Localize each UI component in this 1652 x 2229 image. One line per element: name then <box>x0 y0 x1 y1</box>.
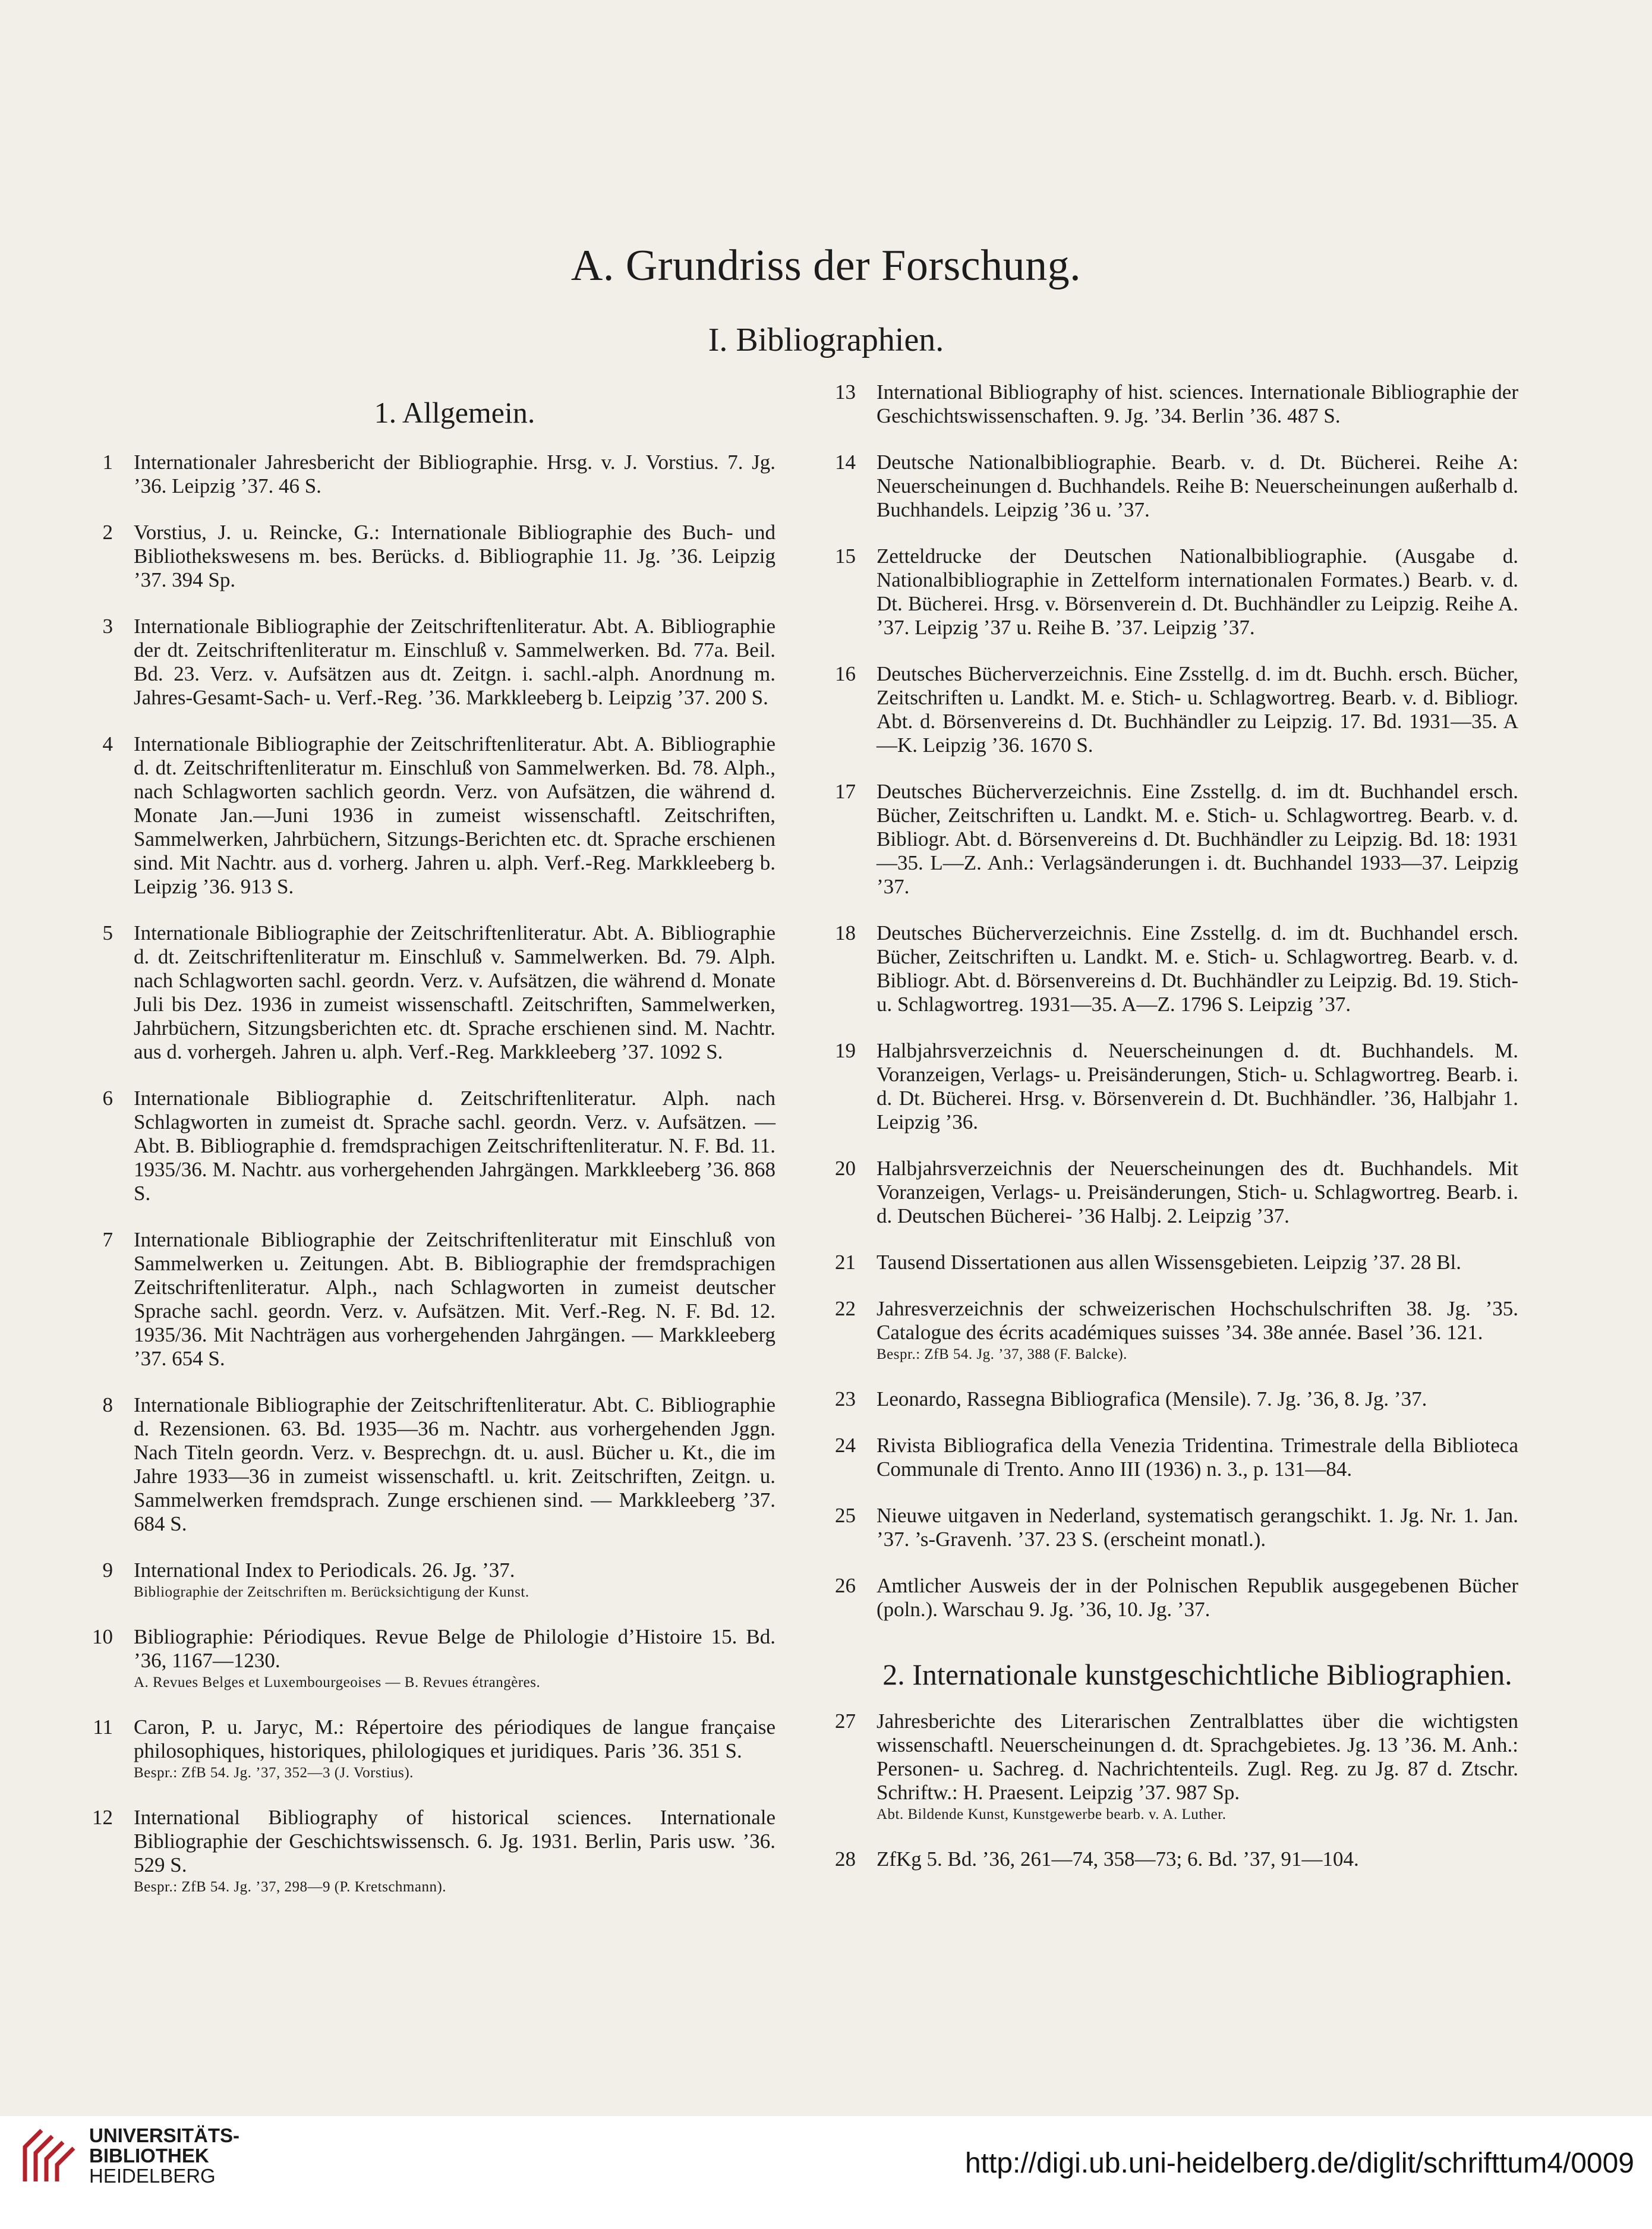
right-entries-list <box>835 380 1518 1622</box>
entry-text: Deutsche Nationalbibliographie. Bearb. v. d. Dt. Bücherei. Reihe A: Neuerscheinungen d. Buchhandels. Reihe B: Neuerscheinungen außerhalb d. Buchhandels. Leipzig ’36 u. ’37. <box>877 451 1518 521</box>
entry-number: 23 <box>835 1387 856 1411</box>
entry-note: Abt. Bildende Kunst, Kunstgewerbe bearb. v. A. Luther. <box>877 1806 1227 1822</box>
entry-number: 24 <box>835 1434 856 1457</box>
entry-text: Tausend Dissertationen aus allen Wissensgebieten. Leipzig ’37. 28 Bl. <box>877 1251 1462 1274</box>
bibliography-entry <box>835 380 1518 428</box>
bibliography-entry <box>102 615 775 710</box>
entry-text: Zetteldrucke der Deutschen Nationalbibliographie. (Ausgabe d. Nationalbibliographie in Zettelform internationalen Formates.) Bearb. v. d. Dt. Bücherei. Hrsg. v. Börsenverein d. Dt. Buchhändler zu Leipzig. Reihe A. ’37. Leipzig ’37 u. Reihe B. ’37. Leipzig ’37. <box>877 544 1518 639</box>
entry-text: Internationaler Jahresbericht der Bibliographie. Hrsg. v. J. Vorstius. 7. Jg. ’36. Leipzig ’37. 46 S. <box>134 451 775 498</box>
institution-name[interactable] <box>89 2126 239 2186</box>
entry-number: 27 <box>835 1709 856 1733</box>
entry-text: International Bibliography of historical sciences. Internationale Bibliographie der Geschichtswissensch. 6. Jg. 1931. Berlin, Paris usw. ’36. 529 S. <box>134 1806 775 1877</box>
entry-text: Nieuwe uitgaven in Nederland, systematisch gerangschikt. 1. Jg. Nr. 1. Jan. ’37. ’s-Gravenh. ’37. 23 S. (erscheint monatl.). <box>877 1504 1518 1551</box>
ub-heidelberg-logo-icon[interactable] <box>18 2123 83 2189</box>
entry-note: Bibliographie der Zeitschriften m. Berücksichtigung der Kunst. <box>134 1584 529 1600</box>
bibliography-entry <box>835 1387 1518 1411</box>
entry-number: 4 <box>102 732 113 755</box>
entry-text: International Index to Periodicals. 26. Jg. ’37. <box>134 1559 515 1582</box>
entry-number: 7 <box>102 1228 113 1251</box>
bibliography-entry <box>102 1228 775 1371</box>
bibliography-entry <box>102 451 775 498</box>
institution-line-3: HEIDELBERG <box>89 2165 216 2187</box>
entry-number: 3 <box>102 615 113 638</box>
bibliography-entry <box>835 1297 1518 1365</box>
entry-number: 9 <box>102 1559 113 1582</box>
entry-number: 5 <box>102 921 113 945</box>
bibliography-entry <box>835 1039 1518 1134</box>
entry-text: Deutsches Bücherverzeichnis. Eine Zsstellg. d. im dt. Buchhandel ersch. Bücher, Zeitschriften u. Landkt. M. e. Stich- u. Schlagwortreg. Bearb. v. d. Bibliogr. Abt. d. Börsenvereins d. Dt. Buchhändler zu Leipzig. Bd. 19. Stich- u. Schlagwortreg. 1931—35. A—Z. 1796 S. Leipzig ’37. <box>877 921 1518 1016</box>
bibliography-entry <box>835 1434 1518 1481</box>
bibliography-entry <box>102 1559 775 1603</box>
entry-number: 2 <box>102 521 113 544</box>
entry-number: 26 <box>835 1574 856 1597</box>
entry-number: 15 <box>835 544 856 568</box>
entry-text: ZfKg 5. Bd. ’36, 261—74, 358—73; 6. Bd. ’37, 91—104. <box>877 1847 1359 1871</box>
entry-text: Rivista Bibliografica della Venezia Tridentina. Trimestrale della Biblioteca Communale di Trento. Anno III (1936) n. 3., p. 131—84. <box>877 1434 1518 1481</box>
entry-number: 11 <box>93 1715 113 1739</box>
entry-text: Internationale Bibliographie der Zeitschriftenliteratur. Abt. A. Bibliographie d. dt. Zeitschriftenliteratur m. Einschluß v. Sammelwerken. Bd. 79. Alph. nach Schlagworten sachl. geordn. Verz. v. Aufsätzen, die während d. Monate Juli bis Dez. 1936 in zumeist wissenschaftl. Zeitschriften, Sammelwerken, Jahrbüchern, Sitzungsberichten etc. dt. Sprache erschienen sind. M. Nachtr. aus d. vorhergeh. Jahren u. alph. Verf.-Reg. Markkleeberg ’37. 1092 S. <box>134 921 775 1063</box>
entry-number: 16 <box>835 662 856 685</box>
entry-text: Deutsches Bücherverzeichnis. Eine Zsstellg. d. im dt. Buchhandel ersch. Bücher, Zeitschriften u. Landkt. M. e. Stich- u. Schlagwortreg. Bearb. v. d. Bibliogr. Abt. d. Börsenvereins d. Dt. Buchhändler zu Leipzig. Bd. 18: 1931—35. L—Z. Anh.: Verlagsänderungen i. dt. Buchhandel 1933—37. Leipzig ’37. <box>877 780 1518 898</box>
bibliography-entry <box>102 921 775 1064</box>
right-entries2-list <box>835 1709 1518 1871</box>
entry-text: Internationale Bibliographie der Zeitschriftenliteratur. Abt. A. Bibliographie d. dt. Zeitschriftenliteratur m. Einschluß von Sammelwerken. Bd. 78. Alph., nach Schlagworten sachlich geordn. Verz. von Aufsätzen, die während d. Monate Jan.—Juni 1936 in zumeist wissenschaftl. Zeitschriften, Sammelwerken, Jahrbüchern, Sitzungs-Berichten etc. dt. Sprache erschienen sind. Mit Nachtr. aus d. vorherg. Jahren u. alph. Verf.-Reg. Markkleeberg b. Leipzig ’36. 913 S. <box>134 732 775 898</box>
left-column <box>92 380 775 1920</box>
entry-text: Vorstius, J. u. Reincke, G.: Internationale Bibliographie des Buch- und Bibliothekswesens m. bes. Berücks. d. Bibliographie 11. Jg. ’36. Leipzig ’37. 394 Sp. <box>134 521 775 591</box>
entry-number: 19 <box>835 1039 856 1062</box>
institution-line-1: UNIVERSITÄTS- <box>89 2124 240 2146</box>
entry-number: 25 <box>835 1504 856 1527</box>
entry-note: A. Revues Belges et Luxembourgeoises — B. Revues étrangères. <box>134 1674 541 1690</box>
entry-number: 14 <box>835 451 856 474</box>
footer-url-link[interactable]: http://digi.ub.uni-heidelberg.de/diglit/schrifttum4/0009 <box>964 2148 1634 2179</box>
bibliography-entry <box>835 662 1518 757</box>
entry-text: Halbjahrsverzeichnis der Neuerscheinungen des dt. Buchhandels. Mit Voranzeigen, Verlags- u. Preisänderungen, Stich- u. Schlagwortreg. Bearb. i. d. Deutschen Bücherei- ’36 Halbj. 2. Leipzig ’37. <box>877 1157 1518 1227</box>
entry-number: 18 <box>835 921 856 945</box>
bibliography-entry <box>835 1157 1518 1228</box>
entry-number: 10 <box>92 1625 113 1648</box>
bibliography-entry <box>92 1806 775 1897</box>
bibliography-entry <box>835 544 1518 640</box>
entry-text: Internationale Bibliographie der Zeitschriftenliteratur. Abt. C. Bibliographie d. Rezensionen. 63. Bd. 1935—36 m. Nachtr. aus vorhergehenden Jggn. Nach Titeln geordn. Verz. v. Besprechgn. dt. u. ausl. Bücher u. Kt., die im Jahre 1933—36 in zumeist wissenschaftl. u. krit. Zeitschriften, Zeitgn. u. Sammelwerken fremdsprach. Zunge erschienen sind. — Markkleeberg ’37. 684 S. <box>134 1393 775 1535</box>
page-sub-title: I. Bibliographien. <box>708 322 944 358</box>
bibliography-entry <box>835 1504 1518 1551</box>
entry-number: 28 <box>835 1847 856 1871</box>
bibliography-entry <box>835 1847 1518 1871</box>
entry-text: Internationale Bibliographie der Zeitschriftenliteratur. Abt. A. Bibliographie der dt. Zeitschriftenliteratur m. Einschluß v. Sammelwerken. Bd. 77a. Beil. Bd. 23. Verz. v. Aufsätzen aus dt. Zeitgn. i. sachl.-alph. Anordnung m. Jahres-Gesamt-Sach- u. Verf.-Reg. ’36. Markkleeberg b. Leipzig ’37. 200 S. <box>134 615 775 709</box>
entry-text: Internationale Bibliographie der Zeitschriftenliteratur mit Einschluß von Sammelwerken u. Zeitungen. Abt. B. Bibliographie der fremdsprachigen Zeitschriftenliteratur. Alph., nach Schlagworten in zumeist deutscher Sprache sachl. geordn. Verz. v. Aufsätzen. Mit. Verf.-Reg. N. F. Bd. 12. 1935/36. Mit Nachträgen aus vorhergehenden Jahrgängen. — Markkleeberg ’37. 654 S. <box>134 1228 775 1370</box>
entry-text: International Bibliography of hist. sciences. Internationale Bibliographie der Geschichtswissenschaften. 9. Jg. ’34. Berlin ’36. 487 S. <box>877 380 1518 427</box>
entry-text: Deutsches Bücherverzeichnis. Eine Zsstellg. d. im dt. Buchh. ersch. Bücher, Zeitschriften u. Landkt. M. e. Stich- u. Schlagwortreg. Bearb. v. d. Bibliogr. Abt. d. Börsenvereins d. Dt. Buchhändler zu Leipzig. 17. Bd. 1931—35. A—K. Leipzig ’36. 1670 S. <box>877 662 1518 757</box>
entry-number: 22 <box>835 1297 856 1320</box>
entry-number: 12 <box>92 1806 113 1829</box>
entry-text: Jahresverzeichnis der schweizerischen Hochschulschriften 38. Jg. ’35. Catalogue des écrits académiques suisses ’34. 38e année. Basel ’36. 121. <box>877 1297 1518 1344</box>
right-column <box>835 380 1518 1894</box>
entry-number: 1 <box>102 451 113 474</box>
entry-text: Leonardo, Rassegna Bibliografica (Mensile). 7. Jg. ’36, 8. Jg. ’37. <box>877 1387 1427 1411</box>
section-title-allgemein: 1. Allgemein. <box>374 396 535 429</box>
bibliography-entry <box>102 732 775 899</box>
entry-text: Caron, P. u. Jaryc, M.: Répertoire des périodiques de langue française philosophiques, historiques, philologiques et juridiques. Paris ’36. 351 S. <box>134 1715 775 1762</box>
entry-text: Bibliographie: Périodiques. Revue Belge de Philologie d’Histoire 15. Bd. ’36, 1167—1230. <box>134 1625 775 1672</box>
entry-number: 6 <box>102 1087 113 1110</box>
section-title-kunstgeschichtliche: 2. Internationale kunstgeschichtliche Bibliographien. <box>882 1658 1512 1691</box>
entry-note: Bespr.: ZfB 54. Jg. ’37, 352—3 (J. Vorstius). <box>134 1765 414 1781</box>
bibliography-entry <box>93 1715 775 1783</box>
entry-number: 13 <box>835 380 856 404</box>
entry-number: 17 <box>835 780 856 803</box>
bibliography-entry <box>835 1574 1518 1622</box>
entry-note: Bespr.: ZfB 54. Jg. ’37, 298—9 (P. Kretschmann). <box>134 1879 447 1895</box>
institution-line-2: BIBLIOTHEK <box>89 2145 209 2167</box>
entry-text: Jahresberichte des Literarischen Zentralblattes über die wichtigsten wissenschaftl. Neuerscheinungen d. dt. Sprachgebietes. Jg. 13 ’36. M. Anh.: Personen- u. Sachreg. d. Nachrichtenteils. Zugl. Reg. zu Jg. 87 d. Ztschr. Schriftw.: H. Praesent. Leipzig ’37. 987 Sp. <box>877 1709 1518 1804</box>
bibliography-entry <box>102 521 775 592</box>
entry-number: 21 <box>835 1251 856 1274</box>
entry-text: Internationale Bibliographie d. Zeitschriftenliteratur. Alph. nach Schlagworten in zumeist dt. Sprache sachl. geordn. Verz. v. Aufsätzen. — Abt. B. Bibliographie d. fremdsprachigen Zeitschriftenliteratur. N. F. Bd. 11. 1935/36. M. Nachtr. aus vorhergehenden Jahrgängen. Markkleeberg ’36. 868 S. <box>134 1087 775 1205</box>
entry-number: 8 <box>102 1393 113 1416</box>
entry-text: Amtlicher Ausweis der in der Polnischen Republik ausgegebenen Bücher (poln.). Warschau 9. Jg. ’36, 10. Jg. ’37. <box>877 1574 1518 1621</box>
left-entries-list <box>92 451 775 1897</box>
page-main-title: A. Grundriss der Forschung. <box>570 241 1082 290</box>
bibliography-entry <box>92 1625 775 1693</box>
bibliography-entry <box>835 451 1518 522</box>
entry-number: 20 <box>835 1157 856 1180</box>
bibliography-entry <box>102 1393 775 1536</box>
entry-text: Halbjahrsverzeichnis d. Neuerscheinungen d. dt. Buchhandels. M. Voranzeigen, Verlags- u. Preisänderungen, Stich- u. Schlagwortreg. Bearb. i. d. Dt. Bücherei. Hrsg. v. Börsenverein d. Dt. Buchhändler. ’36, Halbjahr 1. Leipzig ’36. <box>877 1039 1518 1134</box>
bibliography-entry <box>835 780 1518 899</box>
bibliography-entry <box>835 921 1518 1016</box>
bibliography-entry <box>835 1251 1518 1274</box>
entry-note: Bespr.: ZfB 54. Jg. ’37, 388 (F. Balcke). <box>877 1346 1127 1362</box>
bibliography-entry <box>102 1087 775 1205</box>
bibliography-entry <box>835 1709 1518 1825</box>
